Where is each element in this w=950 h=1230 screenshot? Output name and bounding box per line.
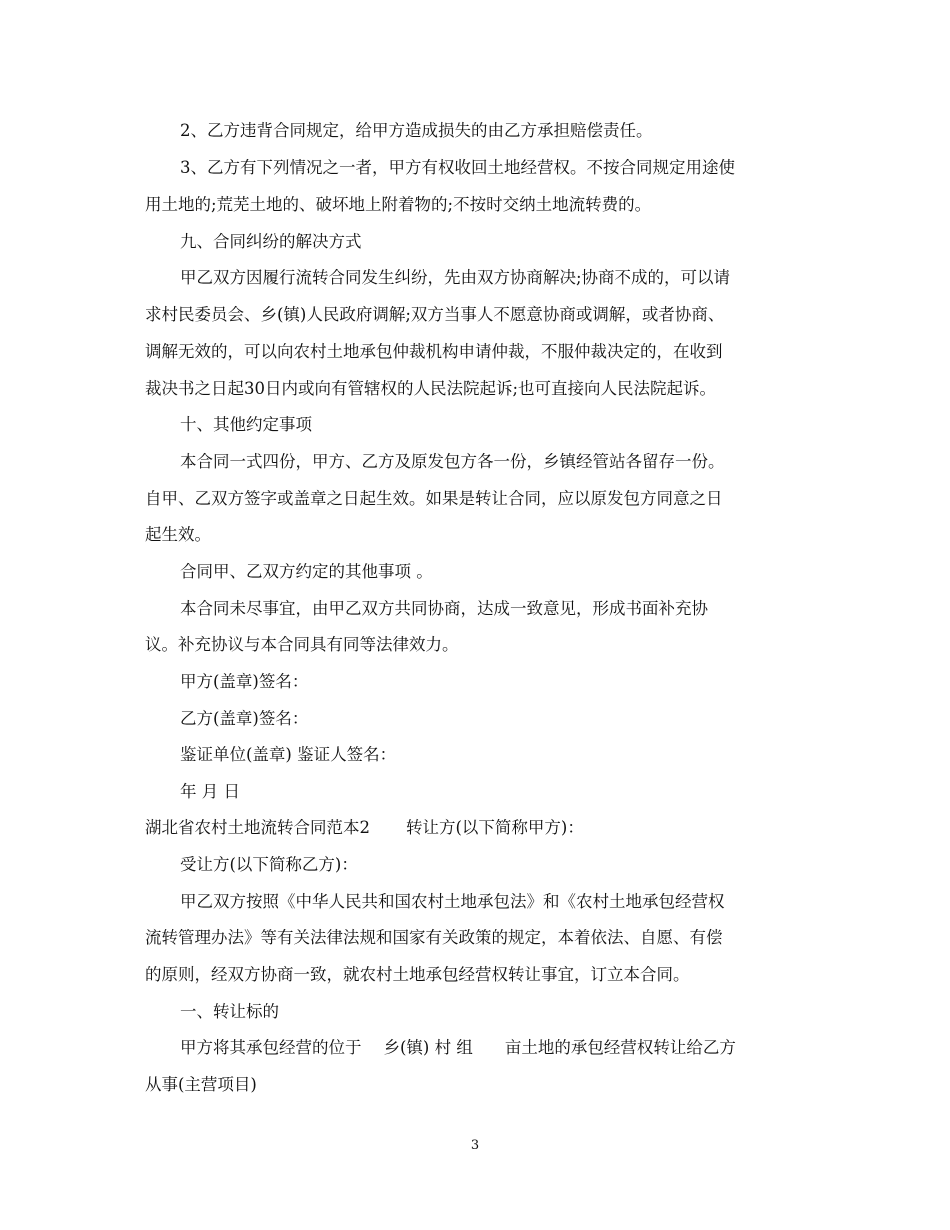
text-line: 用土地的;荒芜土地的、破坏地上附着物的;不按时交纳土地流转费的。 [145,195,652,214]
page-number: 3 [470,1138,480,1153]
text-line: 甲乙双方按照《中华人民共和国农村土地承包法》和《农村土地承包经营权 [180,892,725,911]
text-segment: 乡(镇) 村 组 [383,1038,473,1057]
text-line: 流转管理办法》等有关法律法规和国家有关政策的规定，本着依法、自愿、有偿 [145,928,723,947]
text-line: 求村民委员会、乡(镇)人民政府调解;双方当事人不愿意协商或调解，或者协商、 [145,305,725,324]
text-line: 受让方(以下简称乙方)： [180,855,358,874]
text-line: 从事(主营项目) [145,1075,257,1094]
text-line: 转让方(以下简称甲方)： [406,818,584,837]
text-line: 本合同一式四份，甲方、乙方及原发包方各一份，乡镇经管站各留存一份。 [180,452,725,471]
text-line [180,1036,850,1060]
text-line: 调解无效的，可以向农村土地承包仲裁机构申请仲裁，不服仲裁决定的，在收到 [145,342,723,361]
section-heading: 十、其他约定事项 [180,415,312,434]
text-line: 议。补充协议与本合同具有同等法律效力。 [145,635,459,654]
text-line: 3、乙方有下列情况之一者，甲方有权收回土地经营权。不按合同规定用途使 [180,158,735,177]
text-line: 自甲、乙双方签字或盖章之日起生效。如果是转让合同，应以原发包方同意之日 [145,489,723,508]
text-line: 的原则，经双方协商一致，就农村土地承包经营权转让事宜，订立本合同。 [145,965,690,984]
text-line: 2、乙方违背合同规定，给甲方造成损失的由乙方承担赔偿责任。 [180,121,653,140]
text-line: 裁决书之日起30日内或向有管辖权的人民法院起诉;也可直接向人民法院起诉。 [145,379,717,398]
text-segment: 亩土地的承包经营权转让给乙方 [504,1038,736,1057]
text-line: 甲乙双方因履行流转合同发生纠纷，先由双方协商解决;协商不成的，可以请 [180,268,731,287]
signature-line: 乙方(盖章)签名： [180,709,309,728]
document-title: 湖北省农村土地流转合同范本2 [145,818,370,837]
section-heading: 九、合同纠纷的解决方式 [180,232,362,251]
text-line: 合同甲、乙双方约定的其他事项 。 [180,562,433,581]
text-line: 起生效。 [145,525,211,544]
signature-line: 鉴证单位(盖章) 鉴证人签名： [180,745,397,764]
text-segment: 甲方将其承包经营的位于 [180,1038,362,1057]
title-line [145,816,815,840]
date-line: 年 月 日 [180,782,240,801]
section-heading: 一、转让标的 [180,1002,279,1021]
text-line: 本合同未尽事宜，由甲乙双方共同协商，达成一致意见，形成书面补充协 [180,599,708,618]
signature-line: 甲方(盖章)签名： [180,672,309,691]
